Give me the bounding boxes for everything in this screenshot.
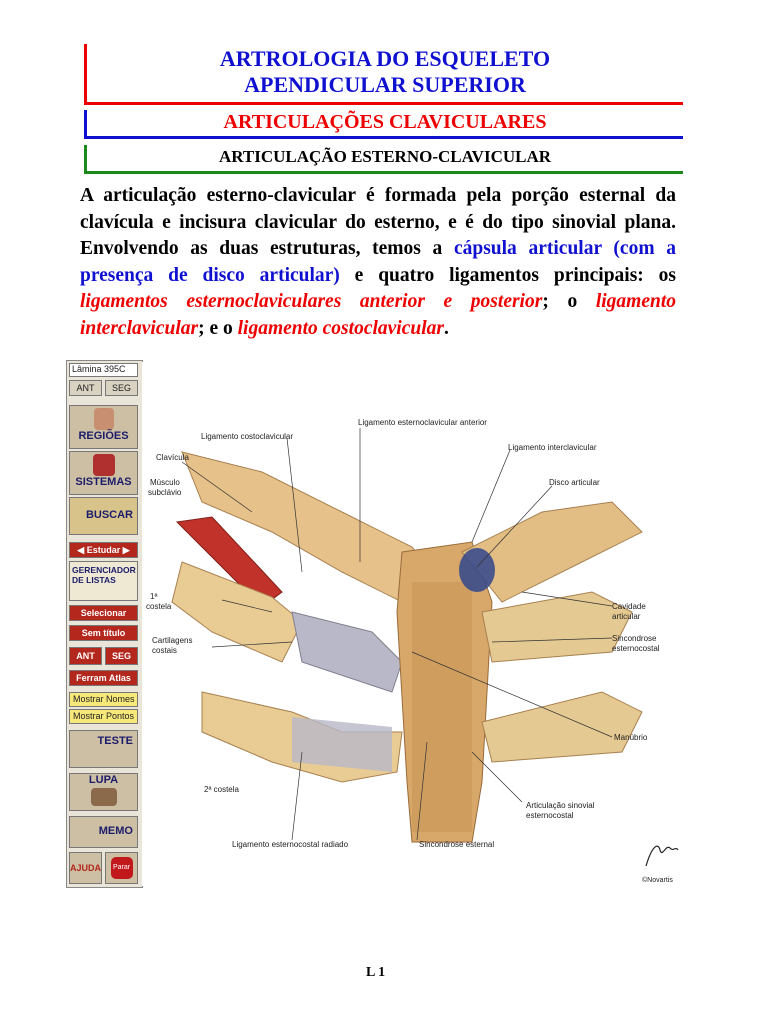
stop-icon: Parar bbox=[111, 857, 133, 879]
subsection-title: ARTICULAÇÃO ESTERNO-CLAVICULAR bbox=[218, 147, 552, 166]
figure-title: Articulação Esternoclavicular bbox=[275, 362, 519, 383]
para-lig-esterno: ligamentos esternoclaviculares anterior e posterior bbox=[80, 291, 543, 312]
memo-label: MEMO bbox=[98, 825, 133, 837]
lamina-label: Lâmina 395C bbox=[69, 363, 138, 377]
label-cavidade-2: articular bbox=[612, 612, 641, 621]
label-costela1-a: 1ª bbox=[150, 592, 158, 601]
label-art-sinovial-2: esternocostal bbox=[526, 811, 574, 820]
para-lig-costoclav: ligamento costoclavicular bbox=[237, 317, 444, 339]
parar-button[interactable] bbox=[105, 852, 138, 884]
title-box-3 bbox=[84, 145, 683, 174]
para-text-1: A articulação esterno-clavicular é formada pela porção esternal da clavícula e incisura clavicular do esterno, e é do tipo sinovial plana. Envolvendo as duas estruturas, temos a bbox=[80, 185, 676, 259]
sistemas-label: SISTEMAS bbox=[75, 476, 132, 488]
para-text-5: . bbox=[443, 317, 449, 339]
label-cartilagens-2: costais bbox=[152, 646, 177, 655]
gerenciador-button[interactable]: GERENCIADOR DE LISTAS bbox=[69, 561, 138, 601]
articular-disc bbox=[459, 548, 495, 592]
title-box-1 bbox=[84, 44, 683, 105]
buscar-button[interactable] bbox=[69, 497, 138, 535]
ant-button[interactable]: ANT bbox=[69, 380, 102, 396]
para-text-4: ; e o bbox=[198, 317, 238, 339]
mostrar-pontos-button[interactable]: Mostrar Pontos bbox=[69, 709, 138, 724]
label-sincondrose-esternal: Sincondrose esternal bbox=[419, 840, 495, 849]
selecionar-button[interactable]: Selecionar bbox=[69, 605, 138, 621]
netter-signature-icon bbox=[640, 836, 680, 874]
arrow-right-icon: ▶ bbox=[122, 545, 130, 555]
para-capsula: cápsula articular (com a presença de disco articular) bbox=[80, 238, 676, 286]
label-disco-articular: Disco articular bbox=[549, 478, 600, 487]
seg-button[interactable]: SEG bbox=[105, 380, 138, 396]
label-lig-costoclavicular: Ligamento costoclavicular bbox=[201, 432, 294, 441]
right-first-rib bbox=[482, 592, 632, 662]
label-lig-interclavicular: Ligamento interclavicular bbox=[508, 443, 597, 452]
sternum-section bbox=[412, 582, 472, 832]
arrow-left-icon: ◀ bbox=[77, 545, 85, 555]
atlas-toolbar bbox=[66, 360, 143, 888]
label-costela2: 2ª costela bbox=[204, 785, 239, 794]
sistemas-button[interactable] bbox=[69, 451, 138, 495]
ferram-atlas-button[interactable]: Ferram Atlas bbox=[69, 670, 138, 686]
label-clavicula: Clavícula bbox=[156, 453, 189, 462]
body-paragraph bbox=[80, 183, 676, 342]
estudar-button[interactable] bbox=[69, 542, 138, 558]
memo-button[interactable] bbox=[69, 816, 138, 848]
label-subclavio: subclávio bbox=[148, 488, 182, 497]
ant-button-2[interactable]: ANT bbox=[69, 647, 102, 665]
right-second-rib bbox=[482, 692, 642, 762]
teste-label: TESTE bbox=[97, 735, 133, 747]
ajuda-button[interactable]: AJUDA bbox=[69, 852, 102, 884]
label-lig-esternoclav-anterior: Ligamento esternoclavicular anterior bbox=[358, 418, 487, 427]
label-musculo: Músculo bbox=[150, 478, 180, 487]
label-cartilagens-1: Cartilagens bbox=[152, 636, 193, 645]
regioes-label: REGIÕES bbox=[78, 430, 129, 442]
label-sincondrose-1: Sincondrose bbox=[612, 634, 657, 643]
label-manubrio: Manúbrio bbox=[614, 733, 648, 742]
para-text-3: ; o bbox=[542, 291, 596, 312]
para-text-2: e quatro ligamentos principais: os bbox=[339, 264, 676, 286]
regioes-button[interactable] bbox=[69, 405, 138, 449]
main-title-line1: ARTROLOGIA DO ESQUELETO bbox=[219, 46, 551, 71]
teste-button[interactable] bbox=[69, 730, 138, 768]
section-title: ARTICULAÇÕES CLAVICULARES bbox=[223, 111, 547, 133]
title-box-2 bbox=[84, 110, 683, 139]
seg-button-2[interactable]: SEG bbox=[105, 647, 138, 665]
lupa-button[interactable] bbox=[69, 773, 138, 811]
main-title-line2: APENDICULAR SUPERIOR bbox=[244, 72, 526, 97]
label-lig-radiado: Ligamento esternocostal radiado bbox=[232, 840, 349, 849]
head-icon bbox=[94, 408, 114, 430]
label-sincondrose-2: esternocostal bbox=[612, 644, 660, 653]
label-art-sinovial-1: Articulação sinovial bbox=[526, 801, 595, 810]
label-cavidade-1: Cavidade bbox=[612, 602, 646, 611]
opposite-clavicle bbox=[462, 502, 642, 602]
costal-cartilage-1 bbox=[292, 612, 402, 692]
copyright-label: ©Novartis bbox=[642, 877, 673, 884]
estudar-label: Estudar bbox=[86, 545, 121, 555]
buscar-label: BUSCAR bbox=[85, 509, 133, 521]
mostrar-nomes-button[interactable]: Mostrar Nomes bbox=[69, 692, 138, 707]
sem-titulo-button[interactable]: Sem título bbox=[69, 625, 138, 641]
heart-icon bbox=[93, 454, 115, 476]
label-costela1-b: costela bbox=[146, 602, 172, 611]
para-lig-interclav: ligamento interclavicular bbox=[80, 291, 676, 339]
magnifier-icon bbox=[91, 788, 117, 806]
lupa-label: LUPA bbox=[88, 774, 119, 786]
page-number: L 1 bbox=[366, 965, 386, 980]
